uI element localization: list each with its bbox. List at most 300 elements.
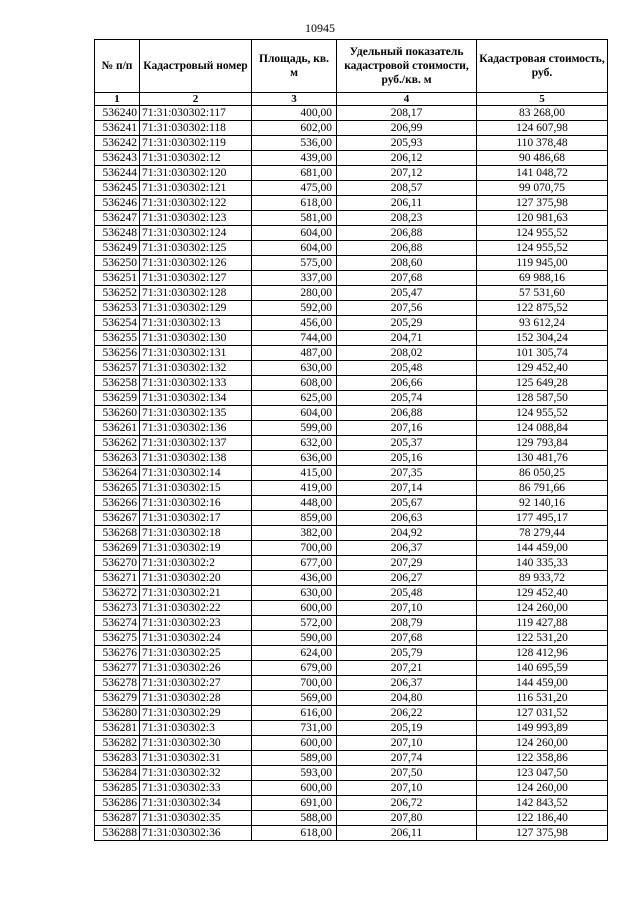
cadastral-cost-cell: 90 486,68 [477,151,608,166]
area-cell: 604,00 [252,241,337,256]
cadastral-cost-cell: 149 993,89 [477,721,608,736]
row-number-cell: 536263 [95,451,140,466]
column-number: 4 [337,93,477,106]
cadastral-cost-cell: 129 452,40 [477,586,608,601]
cadastral-cost-cell: 141 048,72 [477,166,608,181]
row-number-cell: 536258 [95,376,140,391]
row-number-cell: 536265 [95,481,140,496]
cadastral-number-cell: 71:31:030302:25 [140,646,252,661]
table-row [95,616,608,631]
table-row [95,451,608,466]
row-number-cell: 536282 [95,736,140,751]
cadastral-number-cell: 71:31:030302:36 [140,826,252,841]
specific-value-cell: 206,37 [337,676,477,691]
cadastral-cost-cell: 78 279,44 [477,526,608,541]
cadastral-cost-cell: 119 945,00 [477,256,608,271]
cadastral-number-cell: 71:31:030302:137 [140,436,252,451]
area-cell: 419,00 [252,481,337,496]
specific-value-cell: 205,19 [337,721,477,736]
cadastral-number-cell: 71:31:030302:30 [140,736,252,751]
row-number-cell: 536252 [95,286,140,301]
row-number-cell: 536285 [95,781,140,796]
header-area: Площадь, кв. м [252,40,337,93]
row-number-cell: 536261 [95,421,140,436]
cadastral-number-cell: 71:31:030302:24 [140,631,252,646]
row-number-cell: 536251 [95,271,140,286]
specific-value-cell: 207,68 [337,631,477,646]
cadastral-table [94,39,608,841]
row-number-cell: 536264 [95,466,140,481]
row-number-cell: 536270 [95,556,140,571]
area-cell: 630,00 [252,361,337,376]
specific-value-cell: 205,67 [337,496,477,511]
area-cell: 600,00 [252,736,337,751]
area-cell: 624,00 [252,646,337,661]
page-number: 10945 [305,21,335,35]
area-cell: 600,00 [252,601,337,616]
cadastral-number-cell: 71:31:030302:119 [140,136,252,151]
specific-value-cell: 206,72 [337,796,477,811]
specific-value-cell: 207,14 [337,481,477,496]
table-row [95,691,608,706]
header-row [95,40,608,93]
cadastral-cost-cell: 92 140,16 [477,496,608,511]
cadastral-number-cell: 71:31:030302:120 [140,166,252,181]
cadastral-number-cell: 71:31:030302:20 [140,571,252,586]
cadastral-number-cell: 71:31:030302:21 [140,586,252,601]
cadastral-number-cell: 71:31:030302:121 [140,181,252,196]
row-number-cell: 536281 [95,721,140,736]
cadastral-cost-cell: 57 531,60 [477,286,608,301]
specific-value-cell: 206,63 [337,511,477,526]
cadastral-number-cell: 71:31:030302:13 [140,316,252,331]
row-number-cell: 536276 [95,646,140,661]
table-row [95,826,608,841]
specific-value-cell: 206,66 [337,376,477,391]
table-row [95,406,608,421]
cadastral-number-cell: 71:31:030302:15 [140,481,252,496]
table-row [95,646,608,661]
table-row [95,106,608,121]
cadastral-number-cell: 71:31:030302:126 [140,256,252,271]
cadastral-number-cell: 71:31:030302:135 [140,406,252,421]
cadastral-number-cell: 71:31:030302:32 [140,766,252,781]
specific-value-cell: 206,99 [337,121,477,136]
specific-value-cell: 206,22 [337,706,477,721]
table-row [95,391,608,406]
area-cell: 600,00 [252,781,337,796]
cadastral-number-cell: 71:31:030302:28 [140,691,252,706]
area-cell: 744,00 [252,331,337,346]
row-number-cell: 536266 [95,496,140,511]
area-cell: 681,00 [252,166,337,181]
table-row [95,151,608,166]
area-cell: 415,00 [252,466,337,481]
table-row [95,376,608,391]
row-number-cell: 536277 [95,661,140,676]
cadastral-number-cell: 71:31:030302:124 [140,226,252,241]
cadastral-number-cell: 71:31:030302:133 [140,376,252,391]
area-cell: 280,00 [252,286,337,301]
cadastral-number-cell: 71:31:030302:27 [140,676,252,691]
row-number-cell: 536274 [95,616,140,631]
cadastral-number-cell: 71:31:030302:22 [140,601,252,616]
specific-value-cell: 207,10 [337,781,477,796]
area-cell: 677,00 [252,556,337,571]
cadastral-cost-cell: 124 260,00 [477,601,608,616]
area-cell: 569,00 [252,691,337,706]
cadastral-cost-cell: 99 070,75 [477,181,608,196]
row-number-cell: 536268 [95,526,140,541]
cadastral-cost-cell: 124 607,98 [477,121,608,136]
specific-value-cell: 208,57 [337,181,477,196]
specific-value-cell: 207,10 [337,601,477,616]
cadastral-cost-cell: 140 695,59 [477,661,608,676]
cadastral-number-cell: 71:31:030302:29 [140,706,252,721]
row-number-cell: 536269 [95,541,140,556]
table-row [95,706,608,721]
specific-value-cell: 206,88 [337,241,477,256]
table-row [95,586,608,601]
cadastral-cost-cell: 89 933,72 [477,571,608,586]
area-cell: 487,00 [252,346,337,361]
row-number-cell: 536254 [95,316,140,331]
cadastral-number-cell: 71:31:030302:19 [140,541,252,556]
area-cell: 593,00 [252,766,337,781]
cadastral-cost-cell: 124 088,84 [477,421,608,436]
table-row [95,676,608,691]
specific-value-cell: 207,80 [337,811,477,826]
column-number: 5 [477,93,608,106]
specific-value-cell: 204,92 [337,526,477,541]
table-row [95,136,608,151]
area-cell: 572,00 [252,616,337,631]
table-row [95,481,608,496]
specific-value-cell: 207,56 [337,301,477,316]
area-cell: 589,00 [252,751,337,766]
cadastral-cost-cell: 124 260,00 [477,781,608,796]
row-number-cell: 536271 [95,571,140,586]
cadastral-cost-cell: 83 268,00 [477,106,608,121]
row-number-cell: 536248 [95,226,140,241]
cadastral-number-cell: 71:31:030302:2 [140,556,252,571]
cadastral-cost-cell: 120 981,63 [477,211,608,226]
row-number-cell: 536275 [95,631,140,646]
table-row [95,241,608,256]
area-cell: 475,00 [252,181,337,196]
area-cell: 592,00 [252,301,337,316]
table-row [95,166,608,181]
specific-value-cell: 205,37 [337,436,477,451]
cadastral-cost-cell: 122 358,86 [477,751,608,766]
row-number-cell: 536284 [95,766,140,781]
cadastral-cost-cell: 128 587,50 [477,391,608,406]
specific-value-cell: 208,79 [337,616,477,631]
table-row [95,736,608,751]
table-row [95,226,608,241]
specific-value-cell: 207,68 [337,271,477,286]
cadastral-cost-cell: 124 955,52 [477,406,608,421]
area-cell: 456,00 [252,316,337,331]
specific-value-cell: 206,37 [337,541,477,556]
table-row [95,466,608,481]
cadastral-cost-cell: 144 459,00 [477,676,608,691]
cadastral-number-cell: 71:31:030302:129 [140,301,252,316]
area-cell: 448,00 [252,496,337,511]
cadastral-cost-cell: 69 988,16 [477,271,608,286]
cadastral-cost-cell: 144 459,00 [477,541,608,556]
table-row [95,316,608,331]
table-row [95,436,608,451]
area-cell: 602,00 [252,121,337,136]
cadastral-number-cell: 71:31:030302:26 [140,661,252,676]
area-cell: 859,00 [252,511,337,526]
table-row [95,796,608,811]
row-number-cell: 536273 [95,601,140,616]
specific-value-cell: 206,88 [337,226,477,241]
row-number-cell: 536262 [95,436,140,451]
table-row [95,556,608,571]
area-cell: 436,00 [252,571,337,586]
row-number-cell: 536250 [95,256,140,271]
specific-value-cell: 206,12 [337,151,477,166]
row-number-cell: 536272 [95,586,140,601]
table-row [95,631,608,646]
row-number-cell: 536259 [95,391,140,406]
specific-value-cell: 205,48 [337,586,477,601]
cadastral-number-cell: 71:31:030302:35 [140,811,252,826]
area-cell: 599,00 [252,421,337,436]
row-number-cell: 536240 [95,106,140,121]
table-row [95,511,608,526]
cadastral-number-cell: 71:31:030302:130 [140,331,252,346]
table-row [95,421,608,436]
specific-value-cell: 204,71 [337,331,477,346]
specific-value-cell: 205,16 [337,451,477,466]
area-cell: 691,00 [252,796,337,811]
cadastral-cost-cell: 130 481,76 [477,451,608,466]
area-cell: 590,00 [252,631,337,646]
specific-value-cell: 204,80 [337,691,477,706]
specific-value-cell: 205,47 [337,286,477,301]
cadastral-cost-cell: 127 375,98 [477,196,608,211]
cadastral-cost-cell: 124 955,52 [477,226,608,241]
table-row [95,811,608,826]
cadastral-cost-cell: 124 955,52 [477,241,608,256]
cadastral-number-cell: 71:31:030302:123 [140,211,252,226]
area-cell: 679,00 [252,661,337,676]
specific-value-cell: 208,17 [337,106,477,121]
area-cell: 588,00 [252,811,337,826]
cadastral-number-cell: 71:31:030302:118 [140,121,252,136]
cadastral-number-cell: 71:31:030302:131 [140,346,252,361]
cadastral-number-cell: 71:31:030302:132 [140,361,252,376]
cadastral-cost-cell: 116 531,20 [477,691,608,706]
row-number-cell: 536256 [95,346,140,361]
cadastral-number-cell: 71:31:030302:117 [140,106,252,121]
cadastral-number-cell: 71:31:030302:18 [140,526,252,541]
specific-value-cell: 206,11 [337,826,477,841]
table-row [95,301,608,316]
specific-value-cell: 207,12 [337,166,477,181]
row-number-cell: 536267 [95,511,140,526]
row-number-cell: 536283 [95,751,140,766]
cadastral-cost-cell: 124 260,00 [477,736,608,751]
area-cell: 536,00 [252,136,337,151]
cadastral-cost-cell: 128 412,96 [477,646,608,661]
cadastral-number-cell: 71:31:030302:136 [140,421,252,436]
cadastral-cost-cell: 101 305,74 [477,346,608,361]
area-cell: 700,00 [252,541,337,556]
table-row [95,541,608,556]
area-cell: 636,00 [252,451,337,466]
row-number-cell: 536279 [95,691,140,706]
table-row [95,496,608,511]
cadastral-cost-cell: 122 875,52 [477,301,608,316]
cadastral-number-cell: 71:31:030302:17 [140,511,252,526]
area-cell: 630,00 [252,586,337,601]
table-row [95,526,608,541]
table-row [95,661,608,676]
cadastral-cost-cell: 127 031,52 [477,706,608,721]
cadastral-cost-cell: 86 791,66 [477,481,608,496]
row-number-cell: 536245 [95,181,140,196]
row-number-cell: 536246 [95,196,140,211]
column-number: 2 [140,93,252,106]
cadastral-cost-cell: 127 375,98 [477,826,608,841]
column-number: 1 [95,93,140,106]
area-cell: 604,00 [252,406,337,421]
column-number-row [95,93,608,106]
specific-value-cell: 207,21 [337,661,477,676]
cadastral-cost-cell: 129 793,84 [477,436,608,451]
specific-value-cell: 208,23 [337,211,477,226]
cadastral-cost-cell: 86 050,25 [477,466,608,481]
table-row [95,256,608,271]
specific-value-cell: 205,93 [337,136,477,151]
area-cell: 604,00 [252,226,337,241]
table-row [95,271,608,286]
row-number-cell: 536257 [95,361,140,376]
cadastral-cost-cell: 119 427,88 [477,616,608,631]
row-number-cell: 536242 [95,136,140,151]
area-cell: 618,00 [252,196,337,211]
table-row [95,361,608,376]
header-cadastral-cost: Кадастровая стоимость, руб. [477,40,608,93]
cadastral-cost-cell: 122 186,40 [477,811,608,826]
specific-value-cell: 205,79 [337,646,477,661]
cadastral-cost-cell: 142 843,52 [477,796,608,811]
table-row [95,181,608,196]
specific-value-cell: 205,29 [337,316,477,331]
specific-value-cell: 207,10 [337,736,477,751]
table-row [95,196,608,211]
cadastral-number-cell: 71:31:030302:127 [140,271,252,286]
header-row-number: № п/п [95,40,140,93]
header-cadastral-number: Кадастровый номер [140,40,252,93]
cadastral-cost-cell: 140 335,33 [477,556,608,571]
area-cell: 731,00 [252,721,337,736]
row-number-cell: 536253 [95,301,140,316]
area-cell: 616,00 [252,706,337,721]
row-number-cell: 536260 [95,406,140,421]
specific-value-cell: 208,02 [337,346,477,361]
cadastral-number-cell: 71:31:030302:16 [140,496,252,511]
cadastral-cost-cell: 93 612,24 [477,316,608,331]
area-cell: 632,00 [252,436,337,451]
row-number-cell: 536278 [95,676,140,691]
table-row [95,331,608,346]
cadastral-number-cell: 71:31:030302:125 [140,241,252,256]
area-cell: 337,00 [252,271,337,286]
cadastral-cost-cell: 129 452,40 [477,361,608,376]
cadastral-number-cell: 71:31:030302:34 [140,796,252,811]
area-cell: 439,00 [252,151,337,166]
area-cell: 608,00 [252,376,337,391]
area-cell: 400,00 [252,106,337,121]
row-number-cell: 536244 [95,166,140,181]
row-number-cell: 536286 [95,796,140,811]
cadastral-number-cell: 71:31:030302:33 [140,781,252,796]
cadastral-number-cell: 71:31:030302:31 [140,751,252,766]
cadastral-number-cell: 71:31:030302:14 [140,466,252,481]
cadastral-cost-cell: 123 047,50 [477,766,608,781]
specific-value-cell: 205,48 [337,361,477,376]
row-number-cell: 536288 [95,826,140,841]
cadastral-number-cell: 71:31:030302:12 [140,151,252,166]
table-header [95,40,608,106]
row-number-cell: 536287 [95,811,140,826]
table-row [95,211,608,226]
area-cell: 625,00 [252,391,337,406]
table-row [95,346,608,361]
cadastral-number-cell: 71:31:030302:3 [140,721,252,736]
row-number-cell: 536249 [95,241,140,256]
table-row [95,721,608,736]
specific-value-cell: 207,74 [337,751,477,766]
table-row [95,286,608,301]
specific-value-cell: 207,29 [337,556,477,571]
table-row [95,121,608,136]
cadastral-number-cell: 71:31:030302:122 [140,196,252,211]
area-cell: 700,00 [252,676,337,691]
row-number-cell: 536255 [95,331,140,346]
specific-value-cell: 205,74 [337,391,477,406]
specific-value-cell: 207,50 [337,766,477,781]
table-row [95,781,608,796]
table-row [95,601,608,616]
area-cell: 581,00 [252,211,337,226]
cadastral-cost-cell: 152 304,24 [477,331,608,346]
cadastral-cost-cell: 125 649,28 [477,376,608,391]
row-number-cell: 536241 [95,121,140,136]
cadastral-cost-cell: 122 531,20 [477,631,608,646]
table-row [95,571,608,586]
row-number-cell: 536280 [95,706,140,721]
cadastral-cost-cell: 177 495,17 [477,511,608,526]
column-number: 3 [252,93,337,106]
table-row [95,751,608,766]
specific-value-cell: 207,16 [337,421,477,436]
area-cell: 382,00 [252,526,337,541]
cadastral-number-cell: 71:31:030302:23 [140,616,252,631]
cadastral-number-cell: 71:31:030302:128 [140,286,252,301]
row-number-cell: 536247 [95,211,140,226]
table-row [95,766,608,781]
row-number-cell: 536243 [95,151,140,166]
cadastral-cost-cell: 110 378,48 [477,136,608,151]
specific-value-cell: 206,11 [337,196,477,211]
